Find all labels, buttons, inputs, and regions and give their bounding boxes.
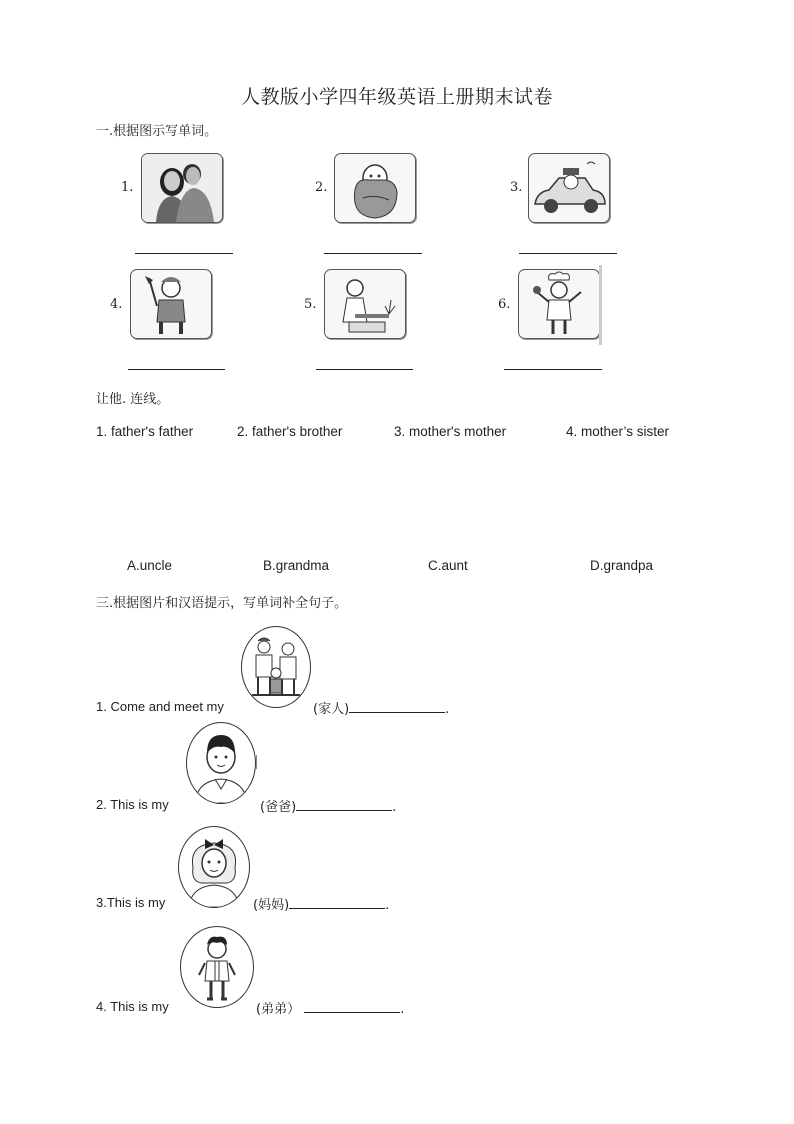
hint-text: (家人)	[313, 702, 350, 717]
answer-blank[interactable]	[324, 253, 422, 254]
relation-item[interactable]: 2. father's brother	[237, 424, 343, 439]
hint-text: (弟弟）	[256, 1002, 301, 1017]
sentence-text: 3.This is my	[96, 895, 166, 910]
answer-blank[interactable]	[289, 896, 385, 909]
driver-picture	[528, 153, 610, 223]
relation-item[interactable]: 4. mother’s sister	[566, 424, 670, 439]
chinese-hint	[253, 894, 389, 913]
chinese-hint	[256, 998, 404, 1017]
sentence-text: 1. Come and meet my	[96, 699, 224, 714]
answer-blank[interactable]	[519, 253, 617, 254]
sentence-text: 2. This is my	[96, 797, 169, 812]
chinese-hint	[260, 796, 396, 815]
father-picture	[186, 722, 256, 804]
item-number: 3.	[510, 180, 523, 195]
sentence-end: .	[400, 1002, 405, 1017]
mother-picture	[178, 826, 250, 908]
option-item[interactable]: D.grandpa	[590, 558, 654, 573]
section-3-heading: 三.根据图片和汉语提示，写单词补全句子。	[96, 596, 348, 611]
sentence-end: .	[392, 800, 397, 815]
relation-item[interactable]: 1. father's father	[96, 424, 194, 439]
item-number: 6.	[498, 297, 511, 312]
relation-item[interactable]: 3. mother's mother	[394, 424, 507, 439]
hint-text: (爸爸)	[260, 800, 297, 815]
answer-blank[interactable]	[504, 369, 602, 370]
option-item[interactable]: C.aunt	[428, 558, 468, 573]
chinese-hint	[313, 698, 449, 717]
item-number: 5.	[304, 297, 317, 312]
option-item[interactable]: A.uncle	[127, 558, 173, 573]
answer-blank[interactable]	[304, 1000, 400, 1013]
scan-edge	[599, 265, 602, 345]
brother-picture	[180, 926, 254, 1008]
baby-picture	[334, 153, 416, 223]
answer-blank[interactable]	[316, 369, 413, 370]
farmer-picture	[130, 269, 212, 339]
doctor-picture	[324, 269, 406, 339]
sentence-text: 4. This is my	[96, 999, 169, 1014]
section-2-heading: 让他. 连线。	[96, 392, 170, 407]
sentence-end: .	[445, 702, 450, 717]
family-picture	[241, 626, 311, 708]
section-1-heading: 一.根据图示写单词。	[96, 124, 218, 139]
answer-blank[interactable]	[349, 700, 445, 713]
sentence-end: .	[385, 898, 390, 913]
scan-mark	[256, 755, 257, 769]
answer-blank[interactable]	[296, 798, 392, 811]
option-item[interactable]: B.grandma	[263, 558, 330, 573]
item-number: 1.	[121, 180, 134, 195]
hint-text: (妈妈)	[253, 898, 290, 913]
answer-blank[interactable]	[135, 253, 233, 254]
answer-blank[interactable]	[128, 369, 225, 370]
cook-picture	[518, 269, 600, 339]
page-title: 人教版小学四年级英语上册期末试卷	[240, 86, 553, 108]
item-number: 4.	[110, 297, 123, 312]
item-number: 2.	[315, 180, 328, 195]
couple-picture	[141, 153, 223, 223]
